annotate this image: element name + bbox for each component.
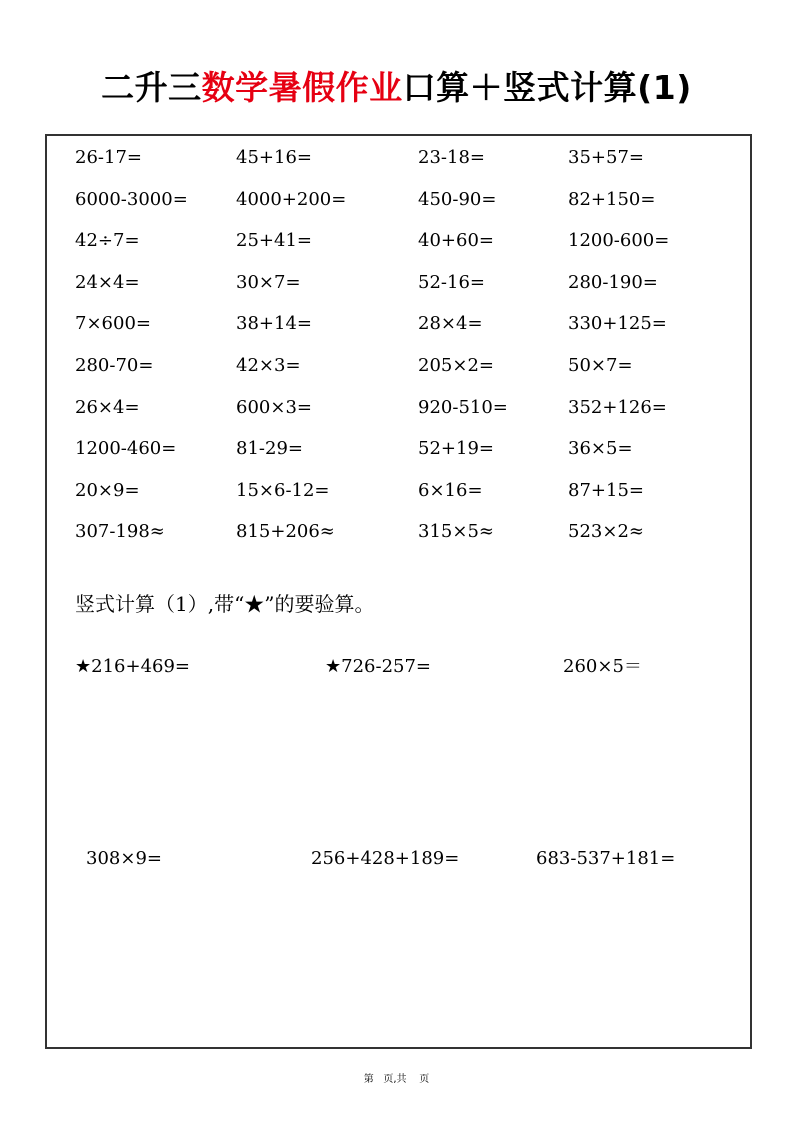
oral-question: 1200-460= <box>75 438 177 459</box>
oral-question: 87+15= <box>568 480 644 501</box>
vertical-question: 256+428+189= <box>311 848 460 869</box>
oral-question: 42×3= <box>236 355 301 376</box>
oral-question: 45+16= <box>236 147 312 168</box>
oral-question: 315×5≈ <box>418 521 494 542</box>
oral-question: 6×16= <box>418 480 483 501</box>
oral-question: 26-17= <box>75 147 142 168</box>
oral-question: 352+126= <box>568 397 667 418</box>
oral-question: 920-510= <box>418 397 508 418</box>
oral-question: 20×9= <box>75 480 140 501</box>
vertical-question: 308×9= <box>86 848 162 869</box>
oral-question: 450-90= <box>418 189 497 210</box>
oral-question: 52-16= <box>418 272 485 293</box>
oral-question: 36×5= <box>568 438 633 459</box>
oral-question: 23-18= <box>418 147 485 168</box>
oral-question: 52+19= <box>418 438 494 459</box>
vertical-calc-heading: 竖式计算（1）,带“★”的要验算。 <box>75 592 375 616</box>
oral-question: 330+125= <box>568 313 667 334</box>
oral-question: 307-198≈ <box>75 521 165 542</box>
page-footer: 第 页,共 页 <box>363 1074 430 1085</box>
oral-question: 30×7= <box>236 272 301 293</box>
oral-question: 600×3= <box>236 397 312 418</box>
vertical-question: 260×5＝ <box>563 656 642 677</box>
oral-question: 1200-600= <box>568 230 670 251</box>
title-grade: 二升三 <box>101 68 202 107</box>
page-title <box>0 62 793 114</box>
oral-question: 205×2= <box>418 355 494 376</box>
vertical-question: ★216+469= <box>75 656 191 677</box>
oral-question: 815+206≈ <box>236 521 335 542</box>
oral-question: 24×4= <box>75 272 140 293</box>
vertical-question: 683-537+181= <box>536 848 676 869</box>
oral-question: 6000-3000= <box>75 189 188 210</box>
oral-question: 7×600= <box>75 313 151 334</box>
oral-question: 82+150= <box>568 189 656 210</box>
oral-question: 15×6-12= <box>236 480 330 501</box>
oral-question: 4000+200= <box>236 189 347 210</box>
oral-question: 280-70= <box>75 355 154 376</box>
oral-question: 28×4= <box>418 313 483 334</box>
oral-question: 50×7= <box>568 355 633 376</box>
oral-question: 280-190= <box>568 272 658 293</box>
oral-question: 35+57= <box>568 147 644 168</box>
oral-question: 523×2≈ <box>568 521 644 542</box>
title-topic: 口算＋竖式计算(1) <box>402 68 692 107</box>
oral-question: 40+60= <box>418 230 494 251</box>
title-highlight: 数学暑假作业 <box>201 68 403 107</box>
oral-question: 81-29= <box>236 438 303 459</box>
vertical-question: ★726-257= <box>325 656 432 677</box>
oral-question: 38+14= <box>236 313 312 334</box>
oral-question: 25+41= <box>236 230 312 251</box>
oral-question: 42÷7= <box>75 230 140 251</box>
oral-question: 26×4= <box>75 397 140 418</box>
